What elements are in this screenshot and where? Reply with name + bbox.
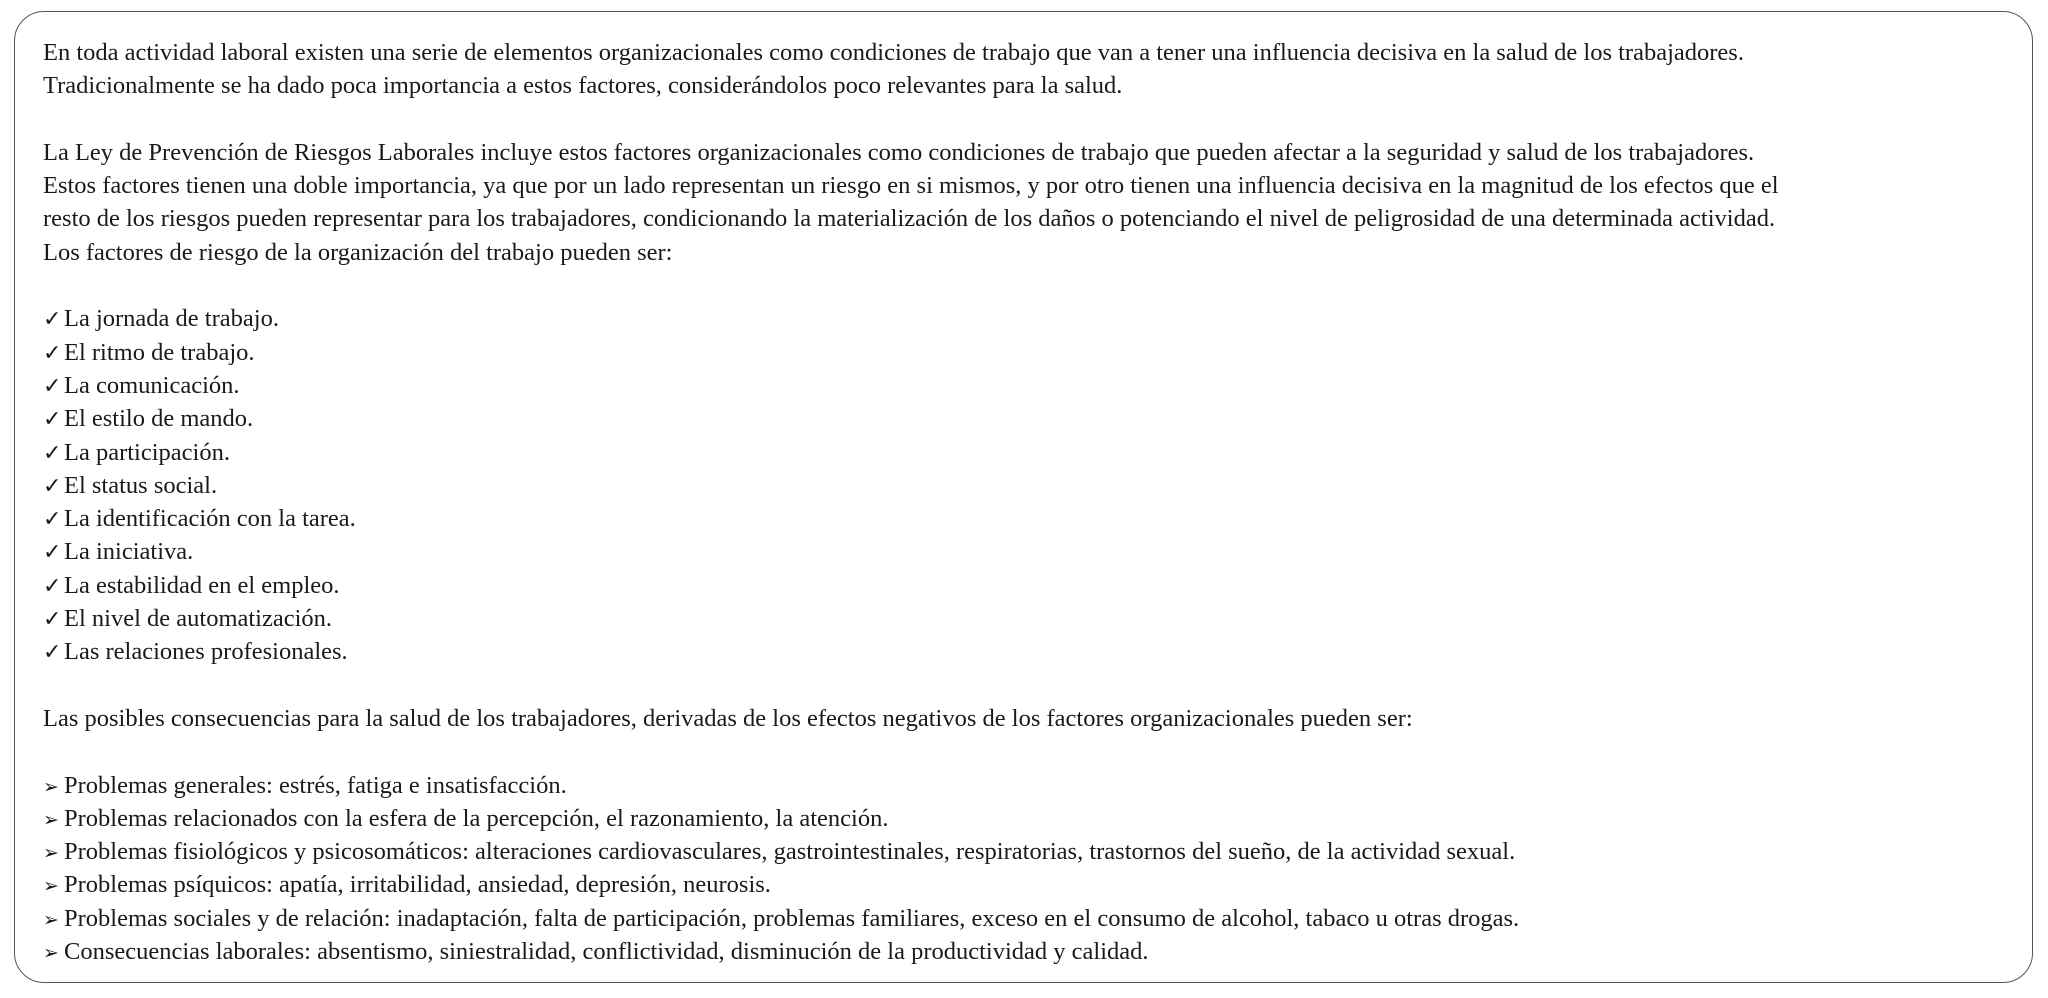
document-content bbox=[43, 36, 2018, 968]
spacer bbox=[43, 735, 2018, 768]
risk-factors-list bbox=[43, 302, 2018, 668]
list-item-text: La participación. bbox=[64, 438, 230, 466]
consequences-list bbox=[43, 769, 2018, 969]
intro-paragraph bbox=[43, 36, 2018, 103]
list-item bbox=[43, 835, 2018, 868]
checkmark-icon: ✓ bbox=[43, 540, 62, 566]
checkmark-icon: ✓ bbox=[43, 340, 62, 366]
list-item bbox=[43, 502, 2018, 535]
list-item bbox=[43, 469, 2018, 502]
list-item-text: La identificación con la tarea. bbox=[64, 505, 356, 533]
paragraph-line: Estos factores tienen una doble importancia, ya que por un lado representan un riesgo en si mismos, y por otro tienen una influencia decisiva en la magnitud de los efectos que el bbox=[43, 172, 1779, 200]
list-item-text: Las relaciones profesionales. bbox=[64, 638, 348, 666]
list-item-text: El ritmo de trabajo. bbox=[64, 338, 255, 366]
list-item-text: La comunicación. bbox=[64, 371, 240, 399]
arrowhead-icon: ➢ bbox=[43, 942, 59, 965]
list-item bbox=[43, 935, 2018, 968]
list-item-text: Problemas psíquicos: apatía, irritabilidad, ansiedad, depresión, neurosis. bbox=[64, 871, 771, 899]
arrowhead-icon: ➢ bbox=[43, 808, 59, 831]
spacer bbox=[43, 669, 2018, 702]
paragraph-line: resto de los riesgos pueden representar para los trabajadores, condicionando la materialización de los daños o potenciando el nivel de peligrosidad de una determinada actividad. bbox=[43, 205, 1776, 233]
checkmark-icon: ✓ bbox=[43, 307, 62, 333]
checkmark-icon: ✓ bbox=[43, 373, 62, 399]
arrowhead-icon: ➢ bbox=[43, 842, 59, 865]
list-item-text: Problemas fisiológicos y psicosomáticos: alteraciones cardiovasculares, gastrointestinales, respiratorias, trastornos del sueño, de la actividad sexual. bbox=[64, 838, 1516, 866]
list-item-text: El status social. bbox=[64, 471, 218, 499]
list-item-text: La iniciativa. bbox=[64, 538, 194, 566]
paragraph-line: Los factores de riesgo de la organización del trabajo pueden ser: bbox=[43, 238, 673, 266]
list-item-text: El nivel de automatización. bbox=[64, 605, 333, 633]
checkmark-icon: ✓ bbox=[43, 607, 62, 633]
law-paragraph bbox=[43, 136, 2018, 269]
list-item-text: El estilo de mando. bbox=[64, 405, 254, 433]
list-item-text: Problemas sociales y de relación: inadaptación, falta de participación, problemas familiares, exceso en el consumo de alcohol, tabaco u otras drogas. bbox=[64, 904, 1520, 932]
list-item bbox=[43, 436, 2018, 469]
paragraph-line: Tradicionalmente se ha dado poca importancia a estos factores, considerándolos poco relevantes para la salud. bbox=[43, 72, 1123, 100]
spacer bbox=[43, 269, 2018, 302]
spacer bbox=[43, 103, 2018, 136]
list-item bbox=[43, 336, 2018, 369]
paragraph-line: En toda actividad laboral existen una serie de elementos organizacionales como condiciones de trabajo que van a tener una influencia decisiva en la salud de los trabajadores. bbox=[43, 39, 1744, 66]
list-item-text: La estabilidad en el empleo. bbox=[64, 571, 340, 599]
checkmark-icon: ✓ bbox=[43, 440, 62, 466]
consequences-intro: Las posibles consecuencias para la salud de los trabajadores, derivadas de los efectos negativos de los factores organizacionales pueden ser: bbox=[43, 704, 1413, 732]
checkmark-icon: ✓ bbox=[43, 407, 62, 433]
arrowhead-icon: ➢ bbox=[43, 775, 59, 798]
list-item bbox=[43, 902, 2018, 935]
checkmark-icon: ✓ bbox=[43, 640, 62, 666]
list-item bbox=[43, 535, 2018, 568]
checkmark-icon: ✓ bbox=[43, 473, 62, 499]
list-item bbox=[43, 569, 2018, 602]
paragraph-line: La Ley de Prevención de Riesgos Laborales incluye estos factores organizacionales como condiciones de trabajo que pueden afectar a la seguridad y salud de los trabajadores. bbox=[43, 138, 1755, 166]
list-item bbox=[43, 868, 2018, 901]
checkmark-icon: ✓ bbox=[43, 507, 62, 533]
list-item bbox=[43, 769, 2018, 802]
list-item-text: La jornada de trabajo. bbox=[64, 305, 279, 333]
list-item bbox=[43, 802, 2018, 835]
list-item-text: Consecuencias laborales: absentismo, siniestralidad, conflictividad, disminución de la productividad y calidad. bbox=[64, 938, 1149, 966]
list-item bbox=[43, 302, 2018, 335]
list-item bbox=[43, 635, 2018, 668]
checkmark-icon: ✓ bbox=[43, 573, 62, 599]
list-item-text: Problemas relacionados con la esfera de la percepción, el razonamiento, la atención. bbox=[64, 804, 889, 832]
list-item bbox=[43, 602, 2018, 635]
list-item bbox=[43, 369, 2018, 402]
arrowhead-icon: ➢ bbox=[43, 875, 59, 898]
list-item-text: Problemas generales: estrés, fatiga e insatisfacción. bbox=[64, 771, 567, 799]
list-item bbox=[43, 402, 2018, 435]
arrowhead-icon: ➢ bbox=[43, 908, 59, 931]
